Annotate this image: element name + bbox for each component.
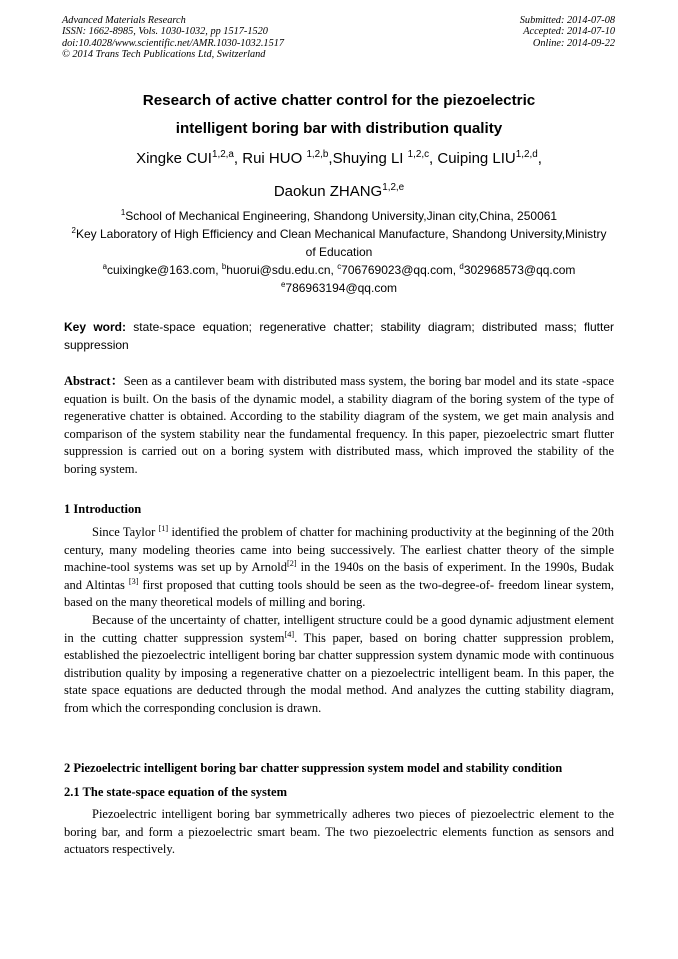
email-line-2	[70, 279, 608, 297]
affiliation-2	[70, 225, 608, 261]
journal-header	[62, 15, 284, 61]
title-line-2: intelligent boring bar with distribution quality	[175, 120, 503, 137]
aff-text: School of Mechanical Engineering, Shandong University,Jinan city,China, 250061	[125, 209, 558, 223]
copyright-line: © 2014 Trans Tech Publications Ltd, Switzerland	[62, 49, 266, 61]
doi-line: doi:10.4028/www.scientific.net/AMR.1030-1032.1517	[62, 37, 285, 49]
citation-ref[interactable]: [3]	[128, 576, 139, 586]
author-name: , Cuiping LIU	[429, 150, 516, 167]
text-run: Since Taylor	[92, 525, 159, 539]
section-2-1-paragraph: Piezoelectric intelligent boring bar symmetrically adheres two pieces of piezoelectric element to the boring bar, and form a piezoelectric smart beam. The two piezoelectric elements function as sensors and actuators respectively.	[64, 807, 614, 857]
section-heading-introduction: 1 Introduction	[64, 502, 142, 516]
text-run: first proposed that cutting tools should be seen as the two-degree-of- freedom linear system, based on the many theoretical models of milling and boring.	[64, 577, 614, 610]
citation-ref[interactable]: [4]	[284, 629, 295, 639]
aff-sup: 2	[71, 226, 76, 235]
email-link[interactable]: huorui@sdu.edu.cn,	[226, 263, 338, 277]
title-line-1: Research of active chatter control for the piezoelectric	[142, 92, 536, 109]
author-name: Daokun ZHANG	[273, 183, 383, 200]
aff-text: Key Laboratory of High Efficiency and Clean Mechanical Manufacture, Shandong University,Ministry of Education	[75, 227, 607, 259]
email-sup: c	[337, 262, 342, 271]
email-sup: b	[221, 262, 227, 271]
email-link[interactable]: cuixingke@163.com,	[106, 263, 222, 277]
keywords-text: state-space equation; regenerative chatter; stability diagram; distributed mass; flutter suppression	[64, 320, 614, 352]
paper-title	[40, 87, 638, 143]
email-line-1	[70, 261, 608, 279]
section-2-1-body	[64, 806, 614, 859]
email-sup: e	[280, 280, 286, 289]
author-sep: ,	[537, 150, 542, 167]
author-name: ,Shuying LI	[328, 150, 408, 167]
keywords	[64, 318, 614, 354]
email-sup: a	[102, 262, 107, 271]
citation-ref[interactable]: [1]	[158, 523, 169, 533]
section-heading-2: 2 Piezoelectric intelligent boring bar chatter suppression system model and stability condition	[64, 761, 563, 775]
issn-line: ISSN: 1662-8985, Vols. 1030-1032, pp 1517-1520	[62, 26, 268, 38]
author-name: Xingke CUI	[136, 150, 212, 167]
authors-line-1	[40, 142, 638, 175]
submitted-date: Submitted: 2014-07-08	[519, 15, 615, 26]
aff-sup: 1	[120, 208, 126, 217]
abstract	[64, 373, 614, 479]
dates-header	[520, 15, 615, 49]
author-sup: 1,2,d	[515, 149, 538, 160]
affiliations	[70, 207, 608, 297]
email-link[interactable]: 786963194@qq.com	[285, 281, 397, 295]
author-list	[40, 142, 638, 208]
email-link[interactable]: 302968573@qq.com	[463, 263, 576, 277]
introduction-body	[64, 524, 614, 718]
text-run: . This paper, based on boring chatter suppression problem, established the piezoelectric intelligent boring bar chatter suppression system dynamic mode with continuous distribution quality by imposing a regenerative chatter on a piezoelectric intelligent beam. In this paper, the state space equations are deducted through the modal method. And analyzes the cutting stability diagram, from which the corresponding conclusion is drawn.	[64, 630, 614, 715]
authors-line-2	[40, 175, 638, 208]
email-link[interactable]: 706769023@qq.com,	[341, 263, 460, 277]
text-run: identified the problem of chatter for machining productivity at the beginning of the 20th century, many modeling theories came into being successively. The earliest chatter theory of the simple machine-tool systems was set up by Arnold	[64, 525, 614, 575]
email-sup: d	[459, 262, 464, 271]
author-name: , Rui HUO	[233, 150, 307, 167]
text-run: Because of the uncertainty of chatter, intelligent structure could be a good dynamic adjustment element in the cutting chatter suppression system	[64, 612, 614, 645]
author-sup: 1,2,e	[382, 182, 405, 193]
author-sup: 1,2,c	[407, 149, 430, 160]
affiliation-1	[70, 207, 608, 225]
citation-ref[interactable]: [2]	[286, 559, 297, 569]
text-run: in the 1940s on the basis of experiment. In the 1990s, Budak and Altintas	[64, 560, 614, 592]
accepted-date: Accepted: 2014-07-10	[523, 26, 615, 38]
abstract-text: Seen as a cantilever beam with distributed mass system, the boring bar model and its state -space equation is built. On the basis of the dynamic model, a stability diagram of the boring system of the type of regenerative chatter is obtained. According to the stability diagram of the system, we get main analysis and comparison of the system stability near the fundamental frequency. In this paper, piezoelectric smart flutter suppression is carried out on a boring system with distributed mass, which improved the stability of the boring system.	[64, 374, 614, 476]
intro-paragraph-2	[64, 612, 614, 718]
intro-paragraph-1	[64, 524, 614, 612]
journal-name: Advanced Materials Research	[62, 15, 186, 26]
keywords-label: Key word:	[64, 320, 126, 334]
abstract-label: Abstract：	[64, 374, 124, 388]
online-date: Online: 2014-09-22	[532, 37, 615, 49]
subsection-heading-2-1: 2.1 The state-space equation of the system	[64, 785, 288, 799]
author-sup: 1,2,a	[211, 149, 234, 160]
author-sup: 1,2,b	[306, 149, 329, 160]
